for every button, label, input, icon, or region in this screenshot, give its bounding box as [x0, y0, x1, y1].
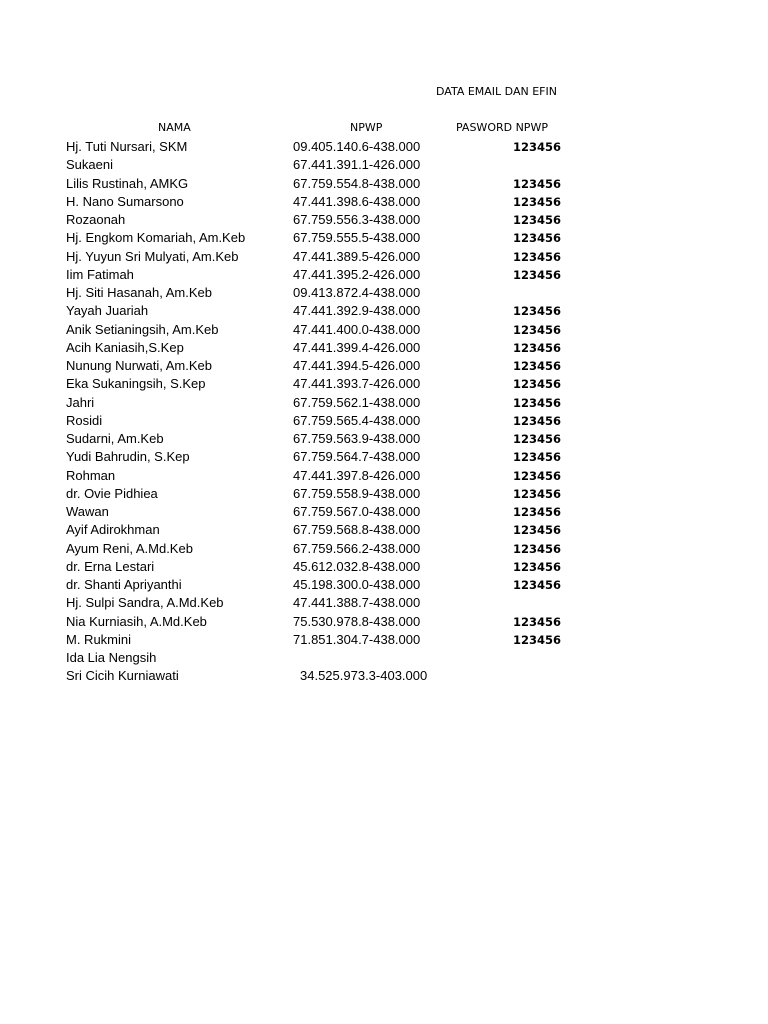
cell-nama: Ayum Reni, A.Md.Keb: [66, 540, 193, 556]
cell-nama: Hj. Yuyun Sri Mulyati, Am.Keb: [66, 248, 239, 264]
cell-npwp: 09.405.140.6-438.000: [293, 139, 421, 154]
table-row: [0, 156, 768, 174]
cell-nama: Iim Fatimah: [66, 266, 134, 282]
cell-nama: H. Nano Sumarsono: [66, 193, 184, 209]
cell-npwp: 67.759.564.7-438.000: [293, 449, 421, 465]
cell-nama: Sudarni, Am.Keb: [66, 431, 164, 446]
cell-npwp: 67.759.568.8-438.000: [293, 522, 421, 538]
cell-npwp: 67.759.558.9-438.000: [293, 485, 421, 501]
table-row: [0, 175, 768, 193]
cell-npwp: 47.441.395.2-426.000: [293, 266, 421, 282]
cell-nama: Lilis Rustinah, AMKG: [66, 175, 189, 191]
cell-npwp: 67.759.562.1-438.000: [293, 394, 421, 410]
table-row: [0, 613, 768, 631]
cell-nama: Rozaonah: [66, 212, 126, 227]
cell-nama: Acih Kaniasih,S.Kep: [66, 339, 184, 355]
cell-nama: Yayah Juariah: [66, 303, 149, 319]
cell-password: 123456: [512, 140, 561, 154]
cell-password: 123456: [512, 359, 561, 373]
table-row: [0, 667, 768, 685]
table-row: [0, 339, 768, 357]
cell-password: 123456: [512, 249, 561, 264]
cell-nama: Nia Kurniasih, A.Md.Keb: [66, 613, 207, 629]
cell-npwp: 47.441.393.7-426.000: [293, 376, 421, 392]
cell-password: 123456: [512, 432, 561, 446]
table-row: [0, 357, 768, 375]
cell-npwp: 47.441.389.5-426.000: [293, 248, 421, 264]
cell-password: 123456: [512, 632, 561, 647]
table-row: [0, 448, 768, 466]
cell-npwp: 71.851.304.7-438.000: [293, 631, 421, 647]
cell-npwp: 67.441.391.1-426.000: [293, 157, 421, 173]
table-row: [0, 375, 768, 393]
cell-password: 123456: [512, 194, 561, 209]
cell-password: 123456: [512, 541, 561, 556]
cell-npwp: 47.441.394.5-426.000: [293, 358, 421, 373]
cell-npwp: 47.441.388.7-438.000: [293, 595, 421, 611]
cell-nama: Rohman: [66, 467, 116, 483]
table-row: [0, 430, 768, 448]
table-row: [0, 284, 768, 302]
cell-npwp: 67.759.566.2-438.000: [293, 540, 421, 556]
cell-nama: Ida Lia Nengsih: [66, 650, 157, 665]
cell-npwp: 67.759.556.3-438.000: [293, 212, 421, 227]
cell-npwp: 47.441.400.0-438.000: [293, 321, 421, 337]
cell-password: 123456: [512, 450, 561, 465]
cell-npwp: 67.759.555.5-438.000: [293, 230, 421, 246]
cell-npwp: 47.441.399.4-426.000: [293, 339, 421, 355]
cell-npwp: 47.441.397.8-426.000: [293, 467, 421, 483]
table-row: [0, 576, 768, 594]
data-table: [0, 138, 768, 686]
cell-nama: Ayif Adirokhman: [66, 522, 160, 538]
cell-npwp: 67.759.565.4-438.000: [293, 412, 421, 428]
table-row: [0, 503, 768, 521]
cell-npwp: 67.759.554.8-438.000: [293, 175, 421, 191]
table-row: [0, 558, 768, 576]
cell-password: 123456: [512, 340, 561, 355]
cell-password: 123456: [512, 176, 561, 191]
cell-npwp: 47.441.392.9-438.000: [293, 303, 421, 319]
cell-password: 123456: [512, 505, 561, 519]
cell-password: 123456: [512, 578, 561, 592]
cell-password: 123456: [512, 304, 561, 319]
cell-password: 123456: [512, 267, 561, 282]
table-row: [0, 467, 768, 485]
cell-npwp: 45.198.300.0-438.000: [293, 577, 421, 592]
cell-nama: dr. Shanti Apriyanthi: [66, 577, 182, 592]
cell-nama: Hj. Sulpi Sandra, A.Md.Keb: [66, 595, 224, 611]
table-row: [0, 394, 768, 412]
table-row: [0, 248, 768, 266]
column-header-password: PASWORD NPWP: [456, 121, 548, 134]
cell-nama: dr. Ovie Pidhiea: [66, 485, 158, 501]
cell-nama: Jahri: [66, 394, 95, 410]
cell-npwp: 67.759.567.0-438.000: [293, 504, 421, 519]
cell-password: 123456: [512, 395, 561, 410]
table-row: [0, 540, 768, 558]
cell-nama: Rosidi: [66, 412, 103, 428]
cell-password: 123456: [512, 413, 561, 428]
cell-npwp: 47.441.398.6-438.000: [293, 193, 421, 209]
cell-npwp: 34.525.973.3-403.000: [300, 668, 428, 684]
cell-password: 123456: [512, 468, 561, 483]
cell-password: 123456: [512, 231, 561, 246]
table-row: [0, 485, 768, 503]
cell-nama: Hj. Tuti Nursari, SKM: [66, 139, 188, 154]
table-row: [0, 649, 768, 667]
cell-nama: M. Rukmini: [66, 631, 132, 647]
cell-npwp: 09.413.872.4-438.000: [293, 285, 421, 300]
table-row: [0, 302, 768, 320]
document-title: DATA EMAIL DAN EFIN: [436, 85, 557, 98]
cell-password: 123456: [512, 559, 561, 574]
cell-nama: Anik Setianingsih, Am.Keb: [66, 321, 219, 337]
table-row: [0, 193, 768, 211]
cell-password: 123456: [512, 523, 561, 538]
cell-password: 123456: [512, 486, 561, 501]
table-row: [0, 521, 768, 539]
table-row: [0, 412, 768, 430]
cell-npwp: 67.759.563.9-438.000: [293, 431, 421, 446]
table-row: [0, 229, 768, 247]
cell-password: 123456: [512, 322, 561, 337]
cell-nama: Sukaeni: [66, 157, 113, 173]
cell-nama: dr. Erna Lestari: [66, 558, 155, 574]
cell-npwp: 45.612.032.8-438.000: [293, 558, 421, 574]
table-row: [0, 211, 768, 229]
table-row: [0, 321, 768, 339]
table-row: [0, 594, 768, 612]
cell-password: 123456: [512, 213, 561, 227]
cell-nama: Hj. Engkom Komariah, Am.Keb: [66, 230, 246, 246]
column-header-npwp: NPWP: [350, 121, 383, 134]
cell-nama: Hj. Siti Hasanah, Am.Keb: [66, 285, 212, 300]
table-row: [0, 266, 768, 284]
cell-password: 123456: [512, 614, 561, 629]
cell-nama: Eka Sukaningsih, S.Kep: [66, 376, 206, 392]
cell-nama: Wawan: [66, 504, 109, 519]
cell-nama: Yudi Bahrudin, S.Kep: [66, 449, 190, 465]
cell-nama: Sri Cicih Kurniawati: [66, 668, 179, 684]
cell-npwp: 75.530.978.8-438.000: [293, 613, 421, 629]
table-row: [0, 138, 768, 156]
cell-password: 123456: [512, 377, 561, 392]
table-row: [0, 631, 768, 649]
cell-nama: Nunung Nurwati, Am.Keb: [66, 358, 212, 373]
column-header-nama: NAMA: [158, 121, 191, 134]
